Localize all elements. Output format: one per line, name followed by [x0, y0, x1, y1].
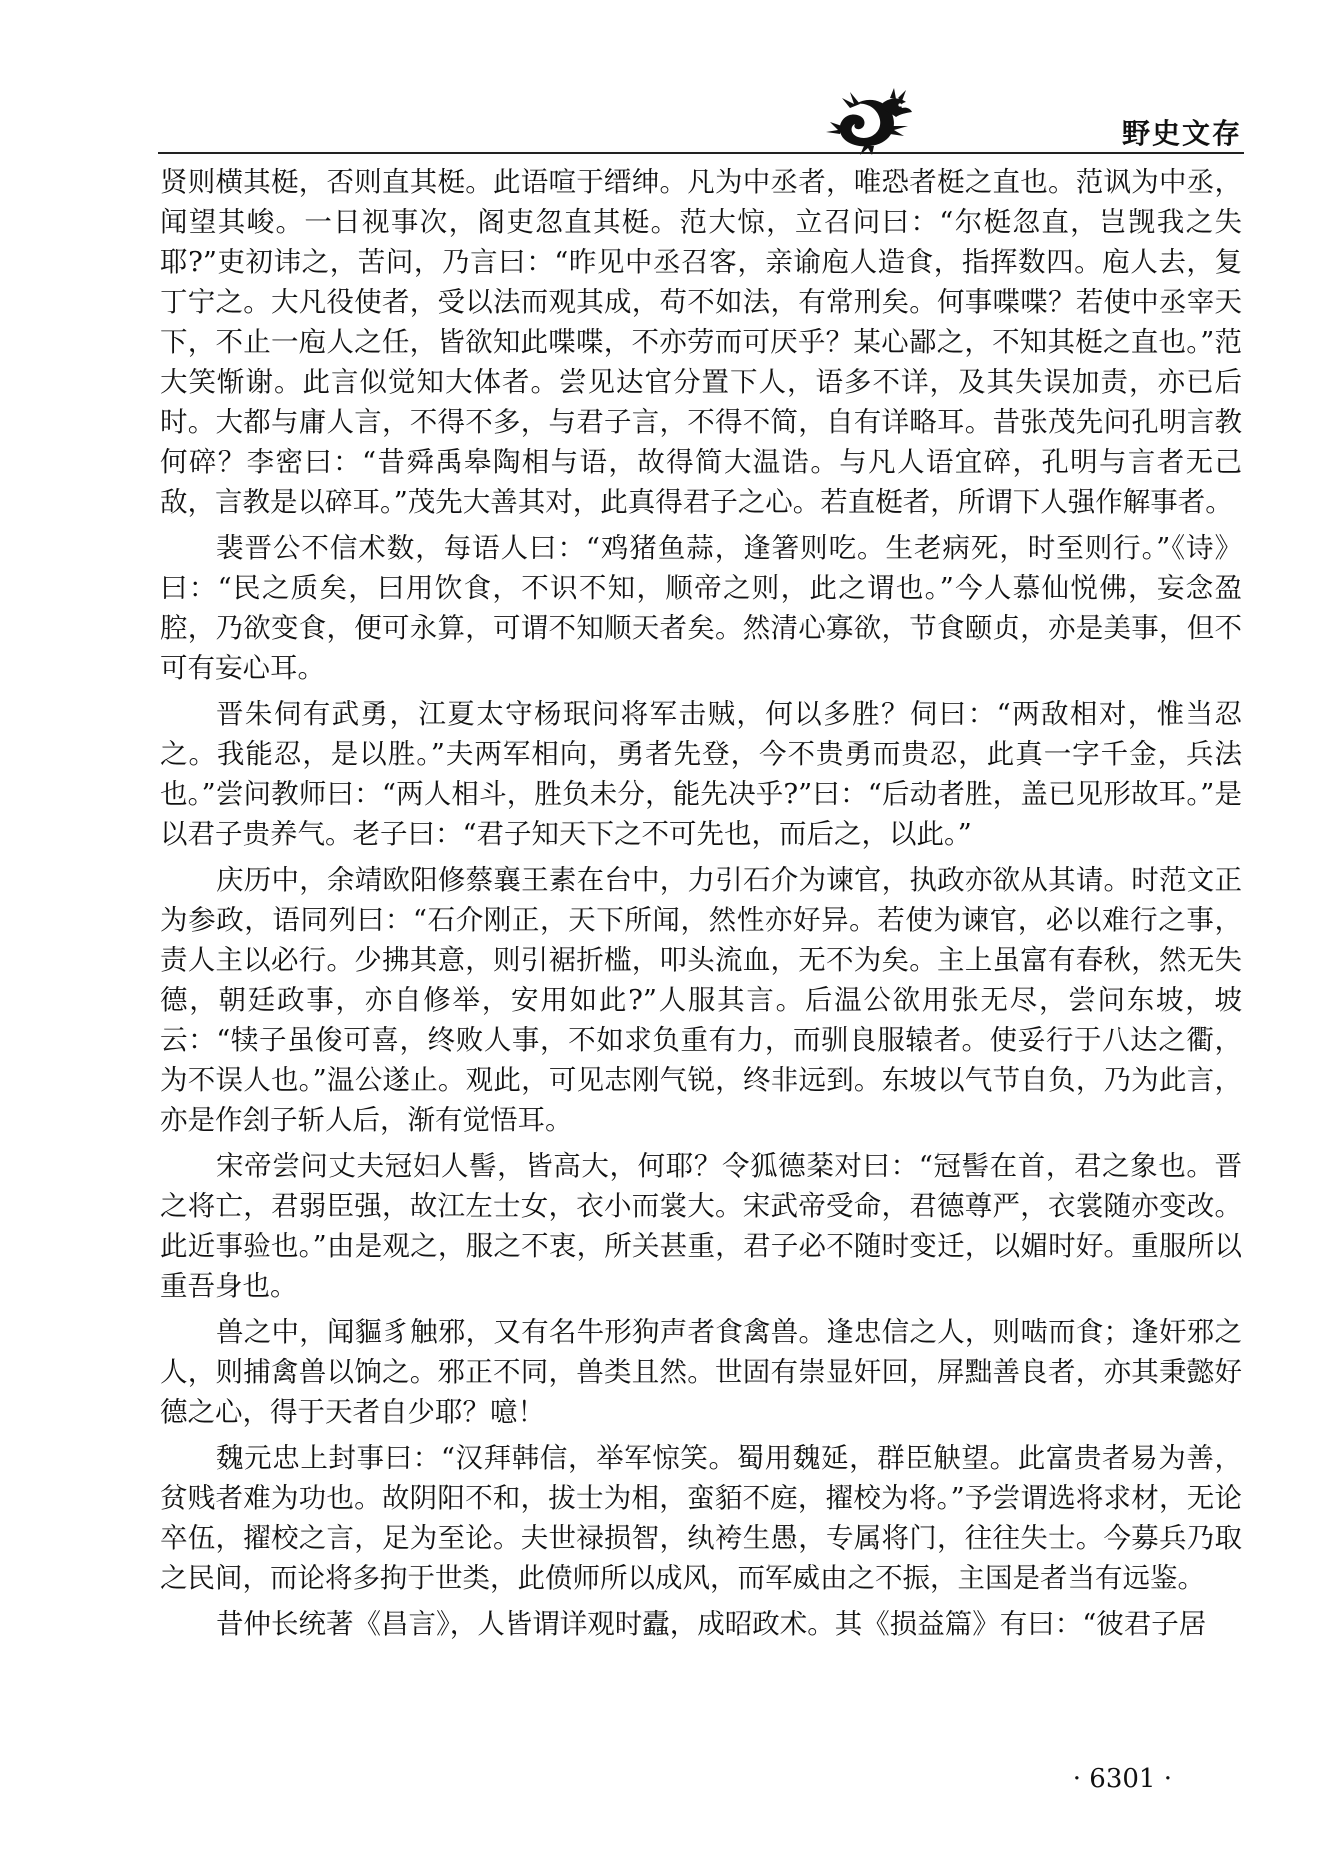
paragraph: 晋朱伺有武勇，江夏太守杨珉问将军击贼，何以多胜？伺曰：“两敌相对，惟当忍之。我能忍，是以胜。”夫两军相向，勇者先登，今不贵勇而贵忍，此真一字千金，兵法也。”尝问教师曰：“两人相斗，胜负未分，能先决乎?”曰：“后动者胜，盖已见形故耳。”是以君子贵养气。老子曰：“君子知天下之不可先也，而后之，以此。” — [160, 698, 1242, 850]
header-title: 野史文存 — [1121, 117, 1242, 150]
dragon-icon — [820, 86, 920, 156]
page-number: · 6301 · — [1072, 1764, 1172, 1794]
page-header — [0, 0, 1322, 160]
paragraph: 庆历中，余靖欧阳修蔡襄王素在台中，力引石介为谏官，执政亦欲从其请。时范文正为参政，语同列曰：“石介刚正，天下所闻，然性亦好异。若使为谏官，必以难行之事，责人主以必行。少拂其意，则引裾折槛，叩头流血，无不为矣。主上虽富有春秋，然无失德，朝廷政事，亦自修举，安用如此?”人服其言。后温公欲用张无尽，尝问东坡，坡云：“犊子虽俊可喜，终败人事，不如求负重有力，而驯良服辕者。使妥行于八达之衢，为不误人也。”温公遂止。观此，可见志刚气锐，终非远到。东坡以气节自负，乃为此言，亦是作刽子斩人后，渐有觉悟耳。 — [160, 864, 1242, 1136]
paragraph: 裴晋公不信术数，每语人曰：“鸡猪鱼蒜，逢箸则吃。生老病死，时至则行。”《诗》曰：“民之质矣，曰用饮食，不识不知，顺帝之则，此之谓也。”今人慕仙悦佛，妄念盈腔，乃欲变食，便可永算，可谓不知顺天者矣。然清心寡欲，节食颐贞，亦是美事，但不可有妄心耳。 — [160, 532, 1242, 684]
paragraph: 宋帝尝问丈夫冠妇人髻，皆高大，何耶？令狐德棻对曰：“冠髻在首，君之象也。晋之将亡，君弱臣强，故江左士女，衣小而裳大。宋武帝受命，君德尊严，衣裳随亦变改。此近事验也。”由是观之，服之不衷，所关甚重，君子必不随时变迁，以媚时好。重服所以重吾身也。 — [160, 1150, 1242, 1302]
header-rule — [158, 152, 1244, 154]
paragraph: 昔仲长统著《昌言》，人皆谓详观时蠹，成昭政术。其《损益篇》有曰：“彼君子居 — [216, 1608, 1207, 1640]
paragraph: 兽之中，闻貙豸触邪，又有名牛形狗声者食禽兽。逢忠信之人，则啮而食；逢奸邪之人，则捕禽兽以饷之。邪正不同，兽类且然。世固有崇显奸回，屏黜善良者，亦其秉懿好德之心，得于天者自少耶？噫！ — [160, 1316, 1242, 1428]
main-text — [160, 162, 1242, 1650]
paragraph: 魏元忠上封事曰：“汉拜韩信，举军惊笑。蜀用魏延，群臣觖望。此富贵者易为善，贫贱者难为功也。故阴阳不和，拔士为相，蛮貊不庭，擢校为将。”予尝谓选将求材，无论卒伍，擢校之言，足为至论。夫世禄损智，纨袴生愚，专属将门，往往失士。今募兵乃取之民间，而论将多拘于世类，此偾师所以成风，而军威由之不振，主国是者当有远鉴。 — [160, 1442, 1242, 1594]
paragraph: 贤则横其梃，否则直其梃。此语喧于缙绅。凡为中丞者，唯恐者梃之直也。范讽为中丞，闻望其峻。一日视事次，阁吏忽直其梃。范大惊，立召问曰：“尔梃忽直，岂觊我之失耶?”吏初讳之，苦问，乃言曰：“昨见中丞召客，亲谕庖人造食，指挥数四。庖人去，复丁宁之。大凡役使者，受以法而观其成，苟不如法，有常刑矣。何事喋喋？若使中丞宰天下，不止一庖人之任，皆欲知此喋喋，不亦劳而可厌乎？某心鄙之，不知其梃之直也。”范大笑惭谢。此言似觉知大体者。尝见达官分置下人，语多不详，及其失误加责，亦已后时。大都与庸人言，不得不多，与君子言，不得不简，自有详略耳。昔张茂先问孔明言教何碎？李密曰：“昔舜禹皋陶相与语，故得简大温诰。与凡人语宜碎，孔明与言者无己敌，言教是以碎耳。”茂先大善其对，此真得君子之心。若直梃者，所谓下人强作解事者。 — [160, 166, 1242, 518]
